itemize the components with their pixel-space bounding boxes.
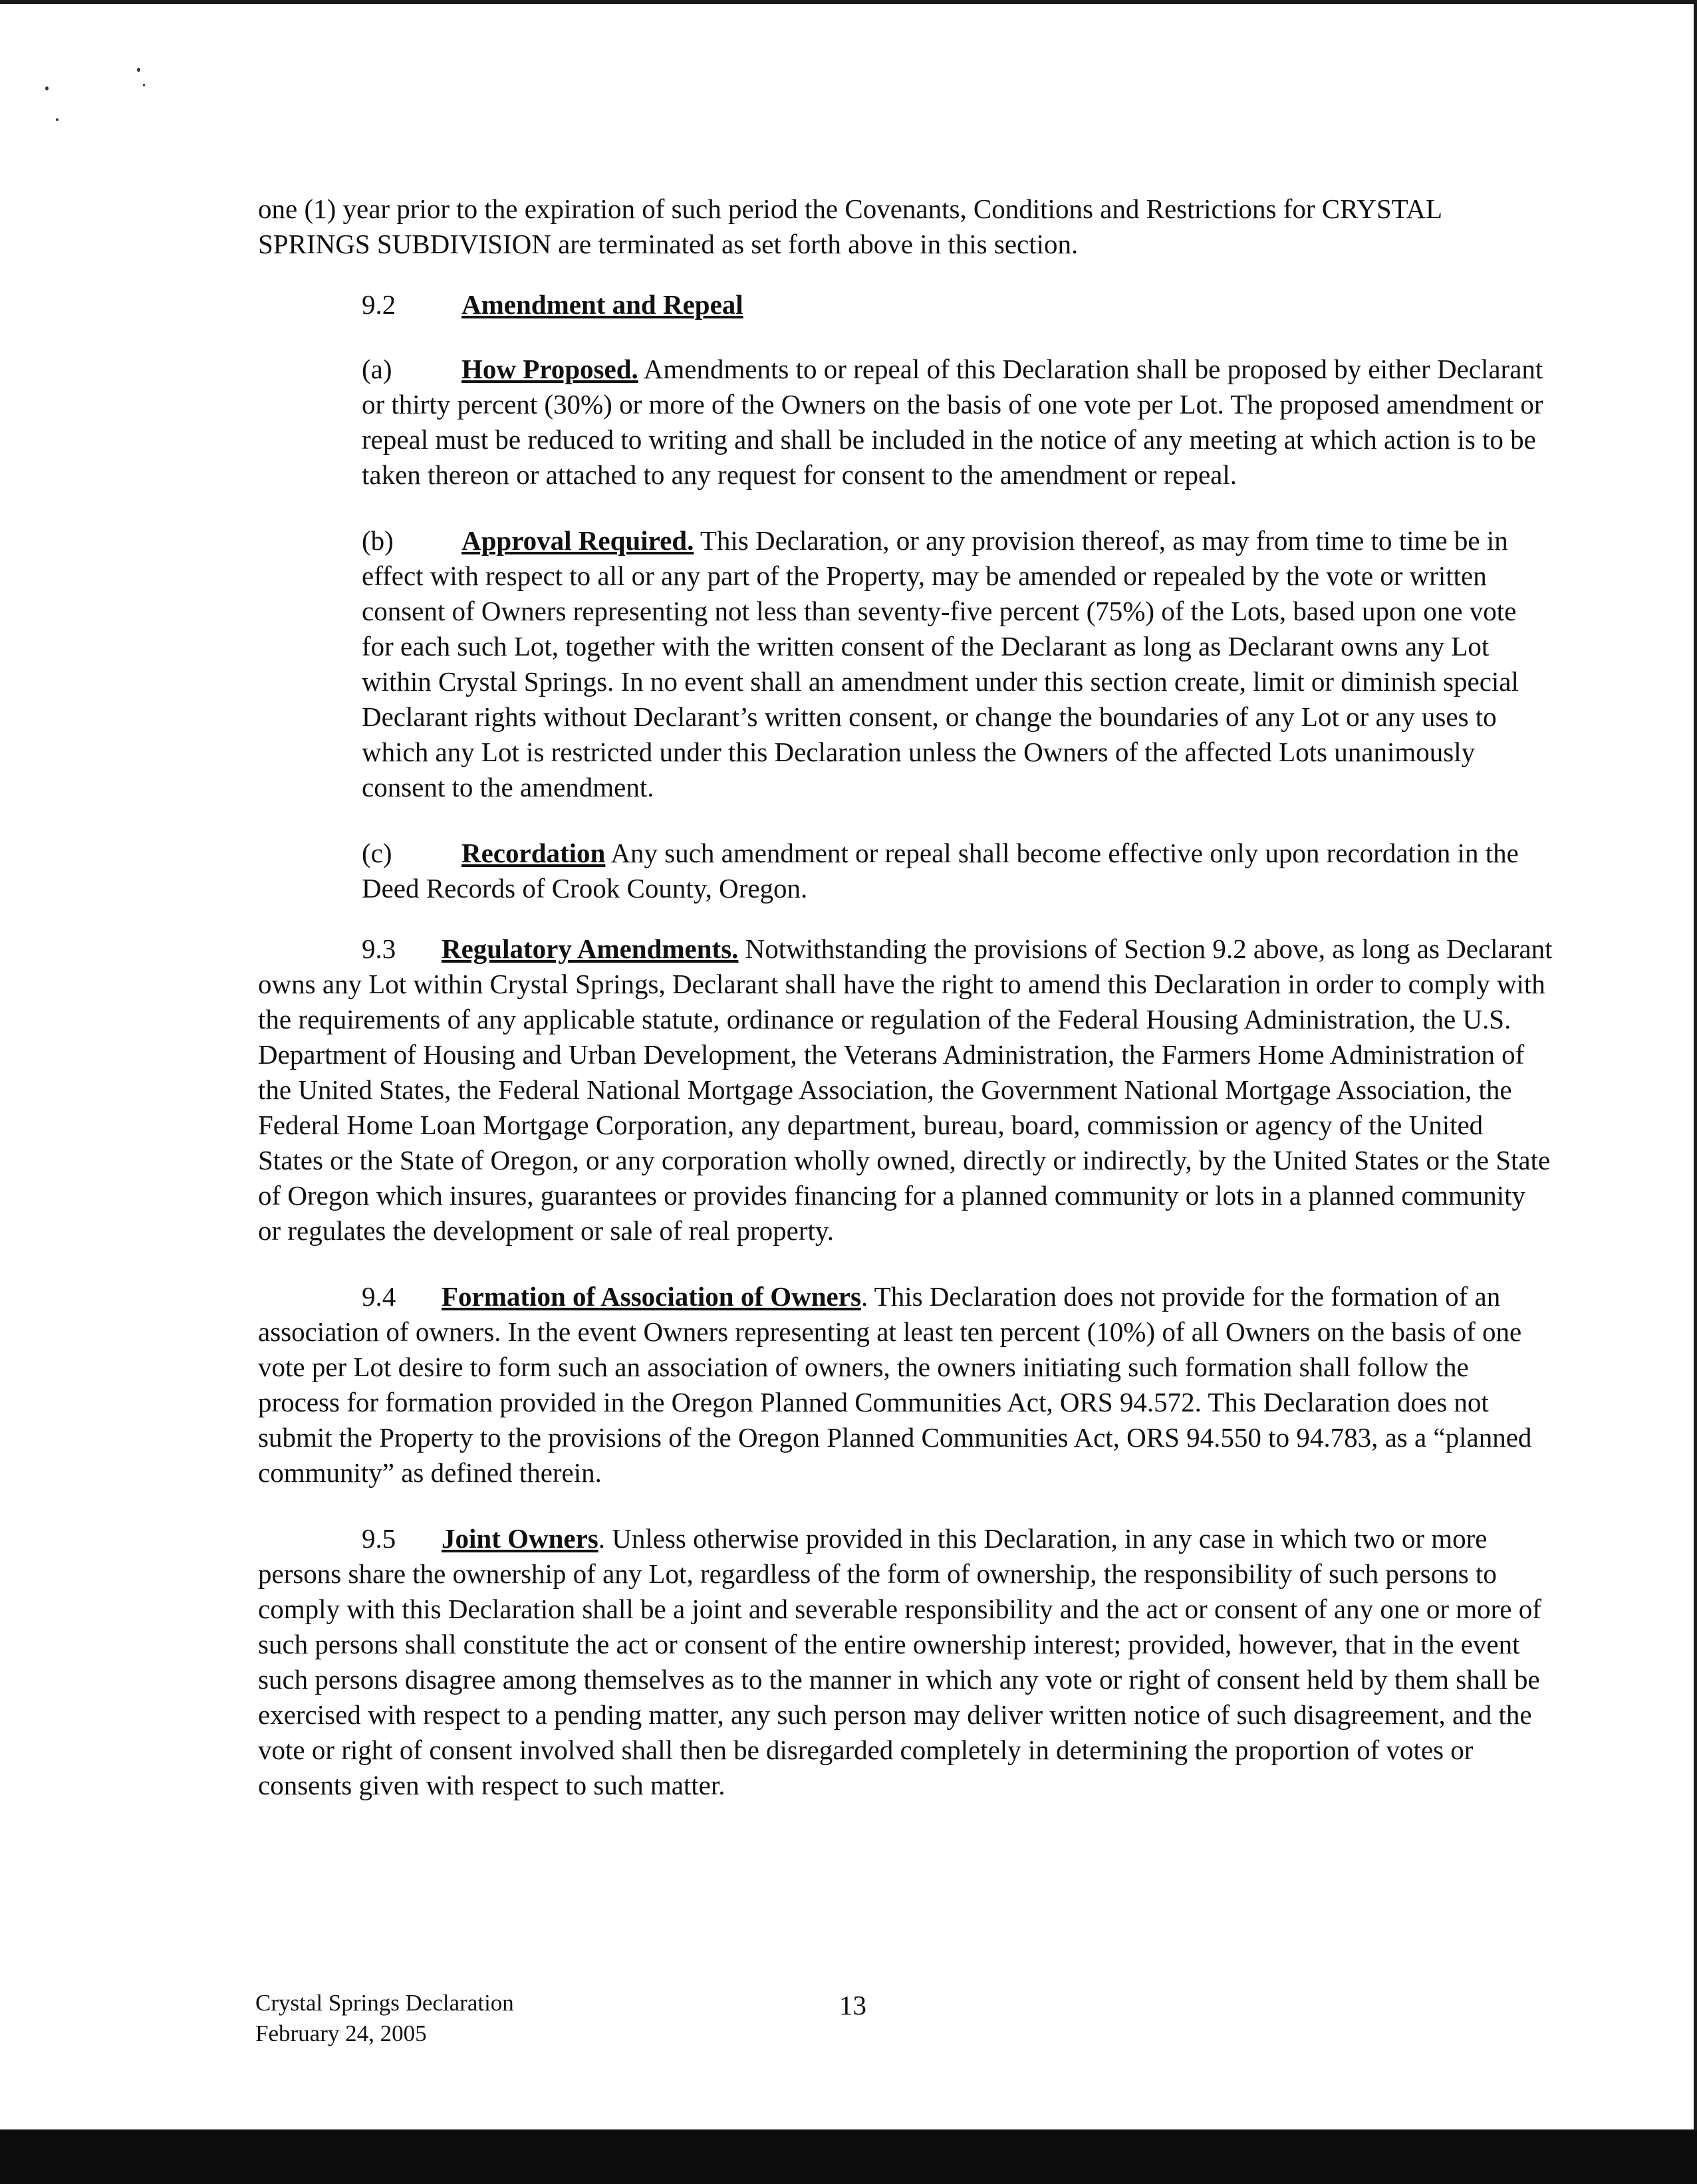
- subsection-b: [362, 523, 1555, 805]
- scan-speck: [137, 68, 140, 72]
- continuation-paragraph: one (1) year prior to the expiration of such period the Covenants, Conditions and Restrictions for CRYSTAL SPRINGS SUBDIVISION are terminated as set forth above in this section.: [258, 193, 1442, 259]
- subsection-heading: Approval Required.: [461, 525, 694, 556]
- footer-date: February 24, 2005: [255, 2020, 427, 2046]
- subsection-heading: Recordation: [461, 838, 606, 868]
- subsection-label: (a): [362, 354, 392, 384]
- section-9-5: [258, 1521, 1555, 1803]
- scan-speck: [143, 84, 145, 86]
- page-number: 13: [839, 1990, 866, 2020]
- footer-title: Crystal Springs Declaration: [255, 1990, 514, 2016]
- section-heading: Amendment and Repeal: [461, 289, 743, 320]
- subsection-text: Any such amendment or repeal shall become effective only upon recordation in the Deed Records of Crook County, Oregon.: [362, 838, 1519, 904]
- scan-bottom-border: [0, 2129, 1697, 2184]
- section-heading: Joint Owners: [442, 1523, 598, 1554]
- subsection-a: [362, 352, 1555, 493]
- scan-right-border: [1694, 0, 1697, 2184]
- section-number: 9.4: [362, 1281, 396, 1312]
- section-text: Notwithstanding the provisions of Section 9.2 above, as long as Declarant owns any Lot within Crystal Springs, Declarant shall have the right to amend this Declaration in order to comply with the requirements of any applicable statute, ordinance or regulation of the Federal Housing Administration, the U.S. Department of Housing and Urban Development, the Veterans Administration, the Farmers Home Administration of the United States, the Federal National Mortgage Association, the Government National Mortgage Association, the Federal Home Loan Mortgage Corporation, any department, bureau, board, commission or agency of the United States or the State of Oregon, or any corporation wholly owned, directly or indirectly, by the United States or the State of Oregon which insures, guarantees or provides financing for a planned community or lots in a planned community or regulates the development or sale of real property.: [258, 933, 1553, 1246]
- section-9-4: [258, 1279, 1555, 1491]
- section-9-2-heading-line: [362, 287, 1555, 322]
- section-number: 9.5: [362, 1523, 396, 1554]
- section-heading: Regulatory Amendments.: [442, 933, 739, 964]
- section-text: . This Declaration does not provide for the formation of an association of owners. In the event Owners representing at least ten percent (10%) of all Owners on the basis of one vote per Lot desire to form such an association of owners, the owners initiating such formation shall follow the process for formation provided in the Oregon Planned Communities Act, ORS 94.572. This Declaration does not submit the Property to the provisions of the Oregon Planned Communities Act, ORS 94.550 to 94.783, as a “planned community” as defined therein.: [258, 1281, 1532, 1488]
- subsection-text: Amendments to or repeal of this Declaration shall be proposed by either Declarant or thirty percent (30%) or more of the Owners on the basis of one vote per Lot. The proposed amendment or repeal must be reduced to writing and shall be included in the notice of any meeting at which action is to be taken thereon or attached to any request for consent to the amendment or repeal.: [362, 354, 1543, 490]
- section-9-3: [258, 931, 1555, 1249]
- subsection-heading: How Proposed.: [461, 354, 638, 384]
- section-number: 9.3: [362, 933, 396, 964]
- document-body: [258, 191, 1555, 1803]
- section-heading: Formation of Association of Owners: [442, 1281, 861, 1312]
- scan-speck: [45, 86, 49, 90]
- subsection-label: (c): [362, 838, 392, 868]
- scan-speck: [56, 118, 59, 121]
- scan-top-border: [0, 0, 1697, 4]
- footer-document-info: [255, 1988, 514, 2049]
- subsection-text: This Declaration, or any provision thereof, as may from time to time be in effect with respect to all or any part of the Property, may be amended or repealed by the vote or written consent of Owners representing not less than seventy-five percent (75%) of the Lots, based upon one vote for each such Lot, together with the written consent of the Declarant as long as Declarant owns any Lot within Crystal Springs. In no event shall an amendment under this section create, limit or diminish special Declarant rights without Declarant’s written consent, or change the boundaries of any Lot or any uses to which any Lot is restricted under this Declaration unless the Owners of the affected Lots unanimously consent to the amendment.: [362, 525, 1519, 802]
- subsection-c: [362, 836, 1555, 906]
- section-text: . Unless otherwise provided in this Declaration, in any case in which two or more persons share the ownership of any Lot, regardless of the form of ownership, the responsibility of such persons to comply with this Declaration shall be a joint and severable responsibility and the act or consent of any one or more of such persons shall constitute the act or consent of the entire ownership interest; provided, however, that in the event such persons disagree among themselves as to the manner in which any vote or right of consent held by them shall be exercised with respect to a pending matter, any such person may deliver written notice of such disagreement, and the vote or right of consent involved shall then be disregarded completely in determining the proportion of votes or consents given with respect to such matter.: [258, 1523, 1541, 1800]
- subsection-label: (b): [362, 525, 394, 556]
- section-number: 9.2: [362, 289, 396, 320]
